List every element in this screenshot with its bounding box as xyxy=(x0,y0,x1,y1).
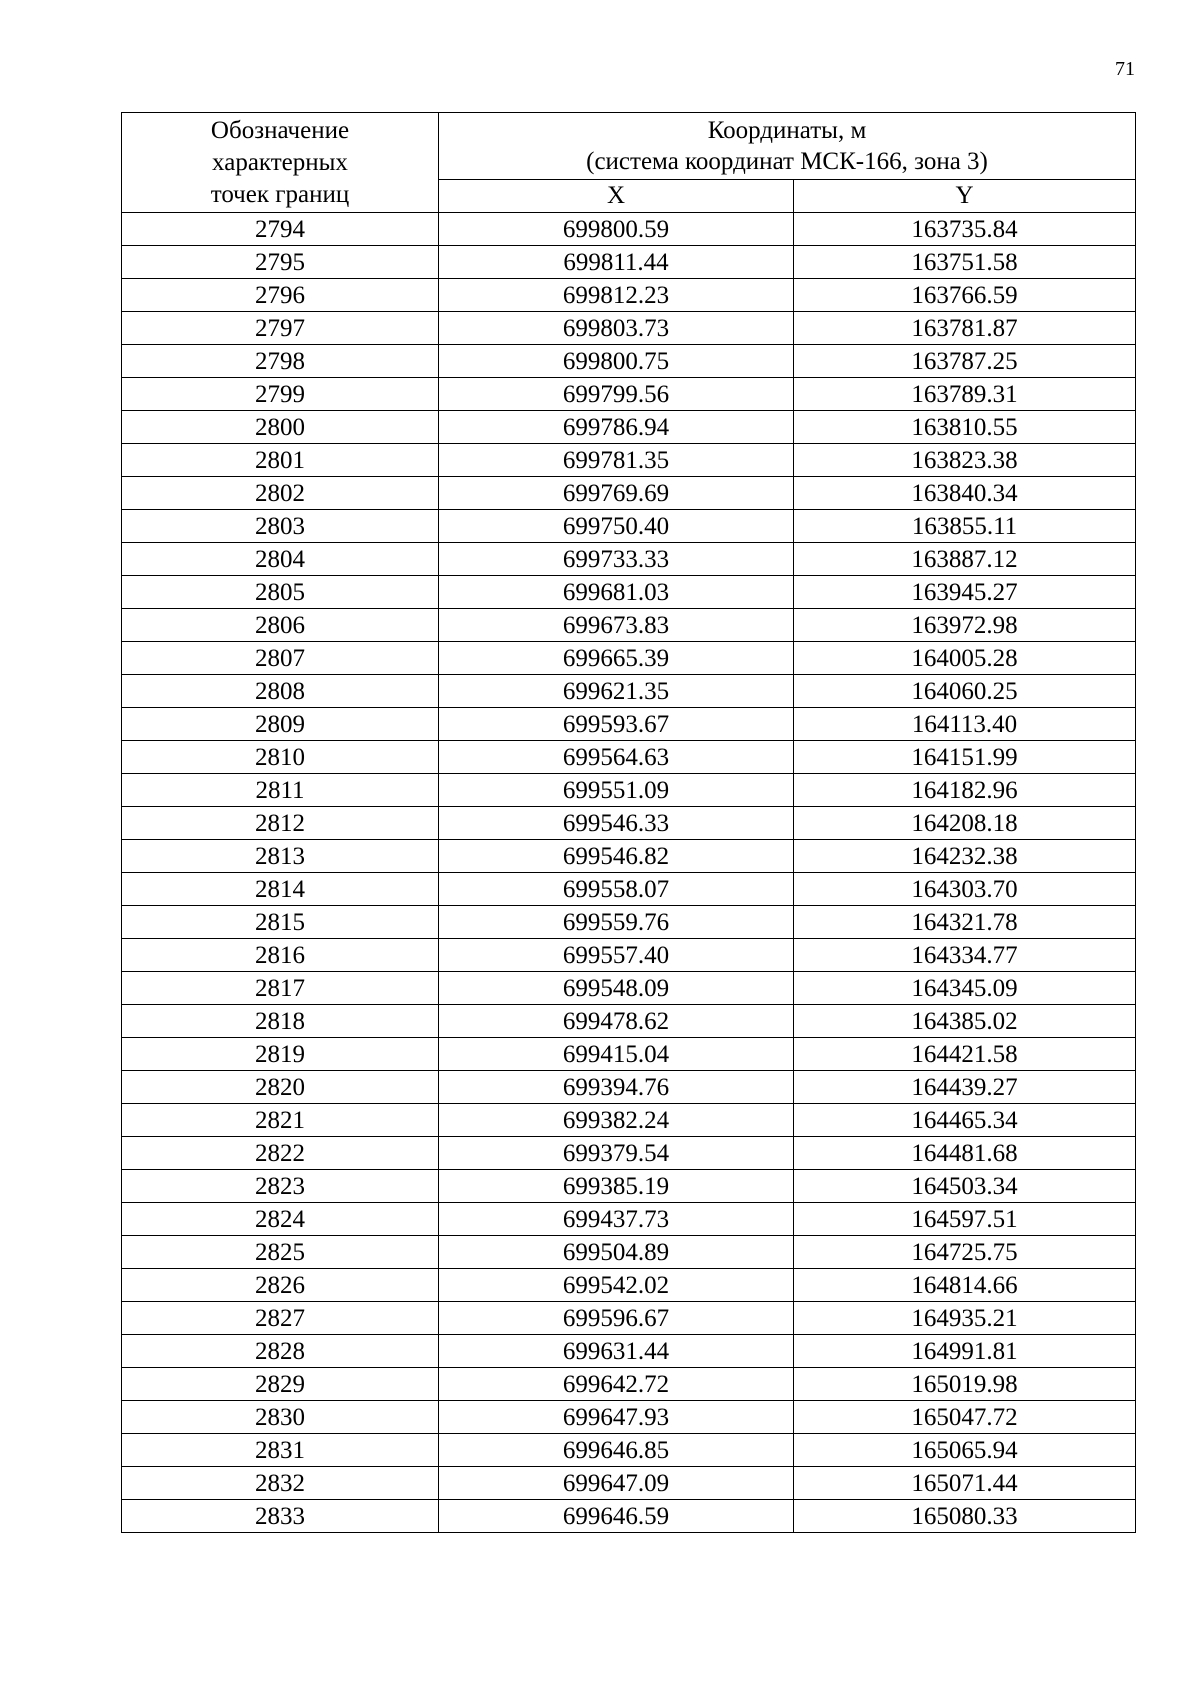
x-coordinate-cell: 699382.24 xyxy=(439,1104,794,1137)
point-id-cell: 2807 xyxy=(122,642,439,675)
x-coordinate-cell: 699558.07 xyxy=(439,873,794,906)
x-coordinate-cell: 699647.93 xyxy=(439,1401,794,1434)
y-coordinate-cell: 163751.58 xyxy=(794,246,1136,279)
y-coordinate-cell: 163789.31 xyxy=(794,378,1136,411)
table-row xyxy=(122,939,1136,972)
x-coordinate-cell: 699564.63 xyxy=(439,741,794,774)
table-row xyxy=(122,213,1136,246)
table-row xyxy=(122,642,1136,675)
table-row xyxy=(122,246,1136,279)
table-row xyxy=(122,1203,1136,1236)
y-coordinate-cell: 164151.99 xyxy=(794,741,1136,774)
x-coordinate-cell: 699504.89 xyxy=(439,1236,794,1269)
point-id-cell: 2803 xyxy=(122,510,439,543)
y-coordinate-cell: 164465.34 xyxy=(794,1104,1136,1137)
point-id-cell: 2798 xyxy=(122,345,439,378)
table-row xyxy=(122,741,1136,774)
x-coordinate-cell: 699478.62 xyxy=(439,1005,794,1038)
point-id-cell: 2826 xyxy=(122,1269,439,1302)
x-coordinate-cell: 699769.69 xyxy=(439,477,794,510)
table-row xyxy=(122,609,1136,642)
page-number: 71 xyxy=(1115,58,1135,80)
table-row xyxy=(122,1434,1136,1467)
y-coordinate-cell: 164334.77 xyxy=(794,939,1136,972)
y-column-header: Y xyxy=(794,180,1136,213)
y-coordinate-cell: 164345.09 xyxy=(794,972,1136,1005)
point-id-cell: 2813 xyxy=(122,840,439,873)
y-coordinate-cell: 163823.38 xyxy=(794,444,1136,477)
y-coordinate-cell: 164481.68 xyxy=(794,1137,1136,1170)
x-coordinate-cell: 699673.83 xyxy=(439,609,794,642)
table-row xyxy=(122,1269,1136,1302)
table-row xyxy=(122,1071,1136,1104)
table-header xyxy=(122,113,1136,213)
x-coordinate-cell: 699551.09 xyxy=(439,774,794,807)
x-coordinate-cell: 699379.54 xyxy=(439,1137,794,1170)
table-row xyxy=(122,477,1136,510)
x-coordinate-cell: 699548.09 xyxy=(439,972,794,1005)
table-row xyxy=(122,972,1136,1005)
point-id-cell: 2804 xyxy=(122,543,439,576)
x-coordinate-cell: 699557.40 xyxy=(439,939,794,972)
table-body xyxy=(122,213,1136,1533)
point-id-cell: 2823 xyxy=(122,1170,439,1203)
point-id-cell: 2817 xyxy=(122,972,439,1005)
table-row xyxy=(122,675,1136,708)
coordinates-header xyxy=(439,113,1136,180)
x-coordinate-cell: 699642.72 xyxy=(439,1368,794,1401)
point-id-cell: 2815 xyxy=(122,906,439,939)
point-id-cell: 2824 xyxy=(122,1203,439,1236)
point-name-header xyxy=(122,113,439,213)
point-id-cell: 2801 xyxy=(122,444,439,477)
coordinates-table xyxy=(121,112,1136,1533)
table-row xyxy=(122,840,1136,873)
y-coordinate-cell: 165080.33 xyxy=(794,1500,1136,1533)
y-coordinate-cell: 164814.66 xyxy=(794,1269,1136,1302)
table-row xyxy=(122,1467,1136,1500)
x-coordinate-cell: 699800.59 xyxy=(439,213,794,246)
point-id-cell: 2810 xyxy=(122,741,439,774)
point-id-cell: 2802 xyxy=(122,477,439,510)
x-coordinate-cell: 699800.75 xyxy=(439,345,794,378)
x-coordinate-cell: 699781.35 xyxy=(439,444,794,477)
x-coordinate-cell: 699596.67 xyxy=(439,1302,794,1335)
y-coordinate-cell: 164005.28 xyxy=(794,642,1136,675)
table-row xyxy=(122,411,1136,444)
y-coordinate-cell: 163945.27 xyxy=(794,576,1136,609)
table-row xyxy=(122,1038,1136,1071)
point-id-cell: 2832 xyxy=(122,1467,439,1500)
point-id-cell: 2811 xyxy=(122,774,439,807)
y-coordinate-cell: 164113.40 xyxy=(794,708,1136,741)
x-coordinate-cell: 699559.76 xyxy=(439,906,794,939)
y-coordinate-cell: 163972.98 xyxy=(794,609,1136,642)
coordinates-header-line: Координаты, м xyxy=(707,117,867,144)
x-coordinate-cell: 699542.02 xyxy=(439,1269,794,1302)
table-row xyxy=(122,708,1136,741)
y-coordinate-cell: 165019.98 xyxy=(794,1368,1136,1401)
table-row xyxy=(122,1005,1136,1038)
table-row xyxy=(122,444,1136,477)
point-id-cell: 2822 xyxy=(122,1137,439,1170)
point-id-cell: 2814 xyxy=(122,873,439,906)
point-id-cell: 2833 xyxy=(122,1500,439,1533)
x-coordinate-cell: 699786.94 xyxy=(439,411,794,444)
y-coordinate-cell: 165071.44 xyxy=(794,1467,1136,1500)
x-coordinate-cell: 699681.03 xyxy=(439,576,794,609)
x-coordinate-cell: 699646.59 xyxy=(439,1500,794,1533)
y-coordinate-cell: 163781.87 xyxy=(794,312,1136,345)
y-coordinate-cell: 164303.70 xyxy=(794,873,1136,906)
point-id-cell: 2812 xyxy=(122,807,439,840)
y-coordinate-cell: 163735.84 xyxy=(794,213,1136,246)
table-row xyxy=(122,279,1136,312)
x-coordinate-cell: 699621.35 xyxy=(439,675,794,708)
y-coordinate-cell: 164503.34 xyxy=(794,1170,1136,1203)
y-coordinate-cell: 164439.27 xyxy=(794,1071,1136,1104)
y-coordinate-cell: 163766.59 xyxy=(794,279,1136,312)
point-id-cell: 2800 xyxy=(122,411,439,444)
point-id-cell: 2827 xyxy=(122,1302,439,1335)
point-id-cell: 2809 xyxy=(122,708,439,741)
point-name-header-line: характерных xyxy=(212,149,348,176)
table-row xyxy=(122,1335,1136,1368)
table-row xyxy=(122,1368,1136,1401)
x-coordinate-cell: 699394.76 xyxy=(439,1071,794,1104)
point-id-cell: 2816 xyxy=(122,939,439,972)
x-coordinate-cell: 699437.73 xyxy=(439,1203,794,1236)
y-coordinate-cell: 165047.72 xyxy=(794,1401,1136,1434)
x-coordinate-cell: 699631.44 xyxy=(439,1335,794,1368)
x-coordinate-cell: 699812.23 xyxy=(439,279,794,312)
table-row xyxy=(122,1236,1136,1269)
coordinates-header-line: (система координат МСК-166, зона 3) xyxy=(586,148,988,175)
y-coordinate-cell: 164421.58 xyxy=(794,1038,1136,1071)
point-id-cell: 2806 xyxy=(122,609,439,642)
point-id-cell: 2795 xyxy=(122,246,439,279)
table-row xyxy=(122,807,1136,840)
x-coordinate-cell: 699415.04 xyxy=(439,1038,794,1071)
point-id-cell: 2830 xyxy=(122,1401,439,1434)
x-coordinate-cell: 699665.39 xyxy=(439,642,794,675)
point-name-header-line: Обозначение xyxy=(210,117,350,144)
point-name-header-line: точек границ xyxy=(210,181,350,208)
point-id-cell: 2796 xyxy=(122,279,439,312)
point-id-cell: 2821 xyxy=(122,1104,439,1137)
y-coordinate-cell: 164232.38 xyxy=(794,840,1136,873)
x-coordinate-cell: 699593.67 xyxy=(439,708,794,741)
point-id-cell: 2828 xyxy=(122,1335,439,1368)
y-coordinate-cell: 165065.94 xyxy=(794,1434,1136,1467)
x-coordinate-cell: 699750.40 xyxy=(439,510,794,543)
table-row xyxy=(122,873,1136,906)
y-coordinate-cell: 164208.18 xyxy=(794,807,1136,840)
table-row xyxy=(122,1401,1136,1434)
y-coordinate-cell: 164385.02 xyxy=(794,1005,1136,1038)
table-row xyxy=(122,1500,1136,1533)
y-coordinate-cell: 164597.51 xyxy=(794,1203,1136,1236)
table-row xyxy=(122,906,1136,939)
table-row xyxy=(122,510,1136,543)
point-id-cell: 2818 xyxy=(122,1005,439,1038)
x-coordinate-cell: 699803.73 xyxy=(439,312,794,345)
table-row xyxy=(122,345,1136,378)
point-id-cell: 2819 xyxy=(122,1038,439,1071)
table-row xyxy=(122,1170,1136,1203)
y-coordinate-cell: 164182.96 xyxy=(794,774,1136,807)
y-coordinate-cell: 164060.25 xyxy=(794,675,1136,708)
y-coordinate-cell: 164321.78 xyxy=(794,906,1136,939)
y-coordinate-cell: 163787.25 xyxy=(794,345,1136,378)
x-coordinate-cell: 699647.09 xyxy=(439,1467,794,1500)
x-column-header: X xyxy=(439,180,794,213)
table-row xyxy=(122,543,1136,576)
x-coordinate-cell: 699546.33 xyxy=(439,807,794,840)
x-coordinate-cell: 699733.33 xyxy=(439,543,794,576)
x-coordinate-cell: 699799.56 xyxy=(439,378,794,411)
table-row xyxy=(122,1302,1136,1335)
y-coordinate-cell: 164725.75 xyxy=(794,1236,1136,1269)
y-coordinate-cell: 163840.34 xyxy=(794,477,1136,510)
point-id-cell: 2805 xyxy=(122,576,439,609)
y-coordinate-cell: 163855.11 xyxy=(794,510,1136,543)
x-coordinate-cell: 699385.19 xyxy=(439,1170,794,1203)
table-row xyxy=(122,1104,1136,1137)
table-row xyxy=(122,312,1136,345)
table-row xyxy=(122,1137,1136,1170)
table-row xyxy=(122,774,1136,807)
point-id-cell: 2808 xyxy=(122,675,439,708)
table-row xyxy=(122,576,1136,609)
point-id-cell: 2829 xyxy=(122,1368,439,1401)
y-coordinate-cell: 163810.55 xyxy=(794,411,1136,444)
y-coordinate-cell: 164991.81 xyxy=(794,1335,1136,1368)
table-row xyxy=(122,378,1136,411)
y-coordinate-cell: 163887.12 xyxy=(794,543,1136,576)
y-coordinate-cell: 164935.21 xyxy=(794,1302,1136,1335)
point-id-cell: 2794 xyxy=(122,213,439,246)
x-coordinate-cell: 699811.44 xyxy=(439,246,794,279)
point-id-cell: 2799 xyxy=(122,378,439,411)
x-coordinate-cell: 699546.82 xyxy=(439,840,794,873)
point-id-cell: 2831 xyxy=(122,1434,439,1467)
point-id-cell: 2797 xyxy=(122,312,439,345)
point-id-cell: 2825 xyxy=(122,1236,439,1269)
x-coordinate-cell: 699646.85 xyxy=(439,1434,794,1467)
point-id-cell: 2820 xyxy=(122,1071,439,1104)
